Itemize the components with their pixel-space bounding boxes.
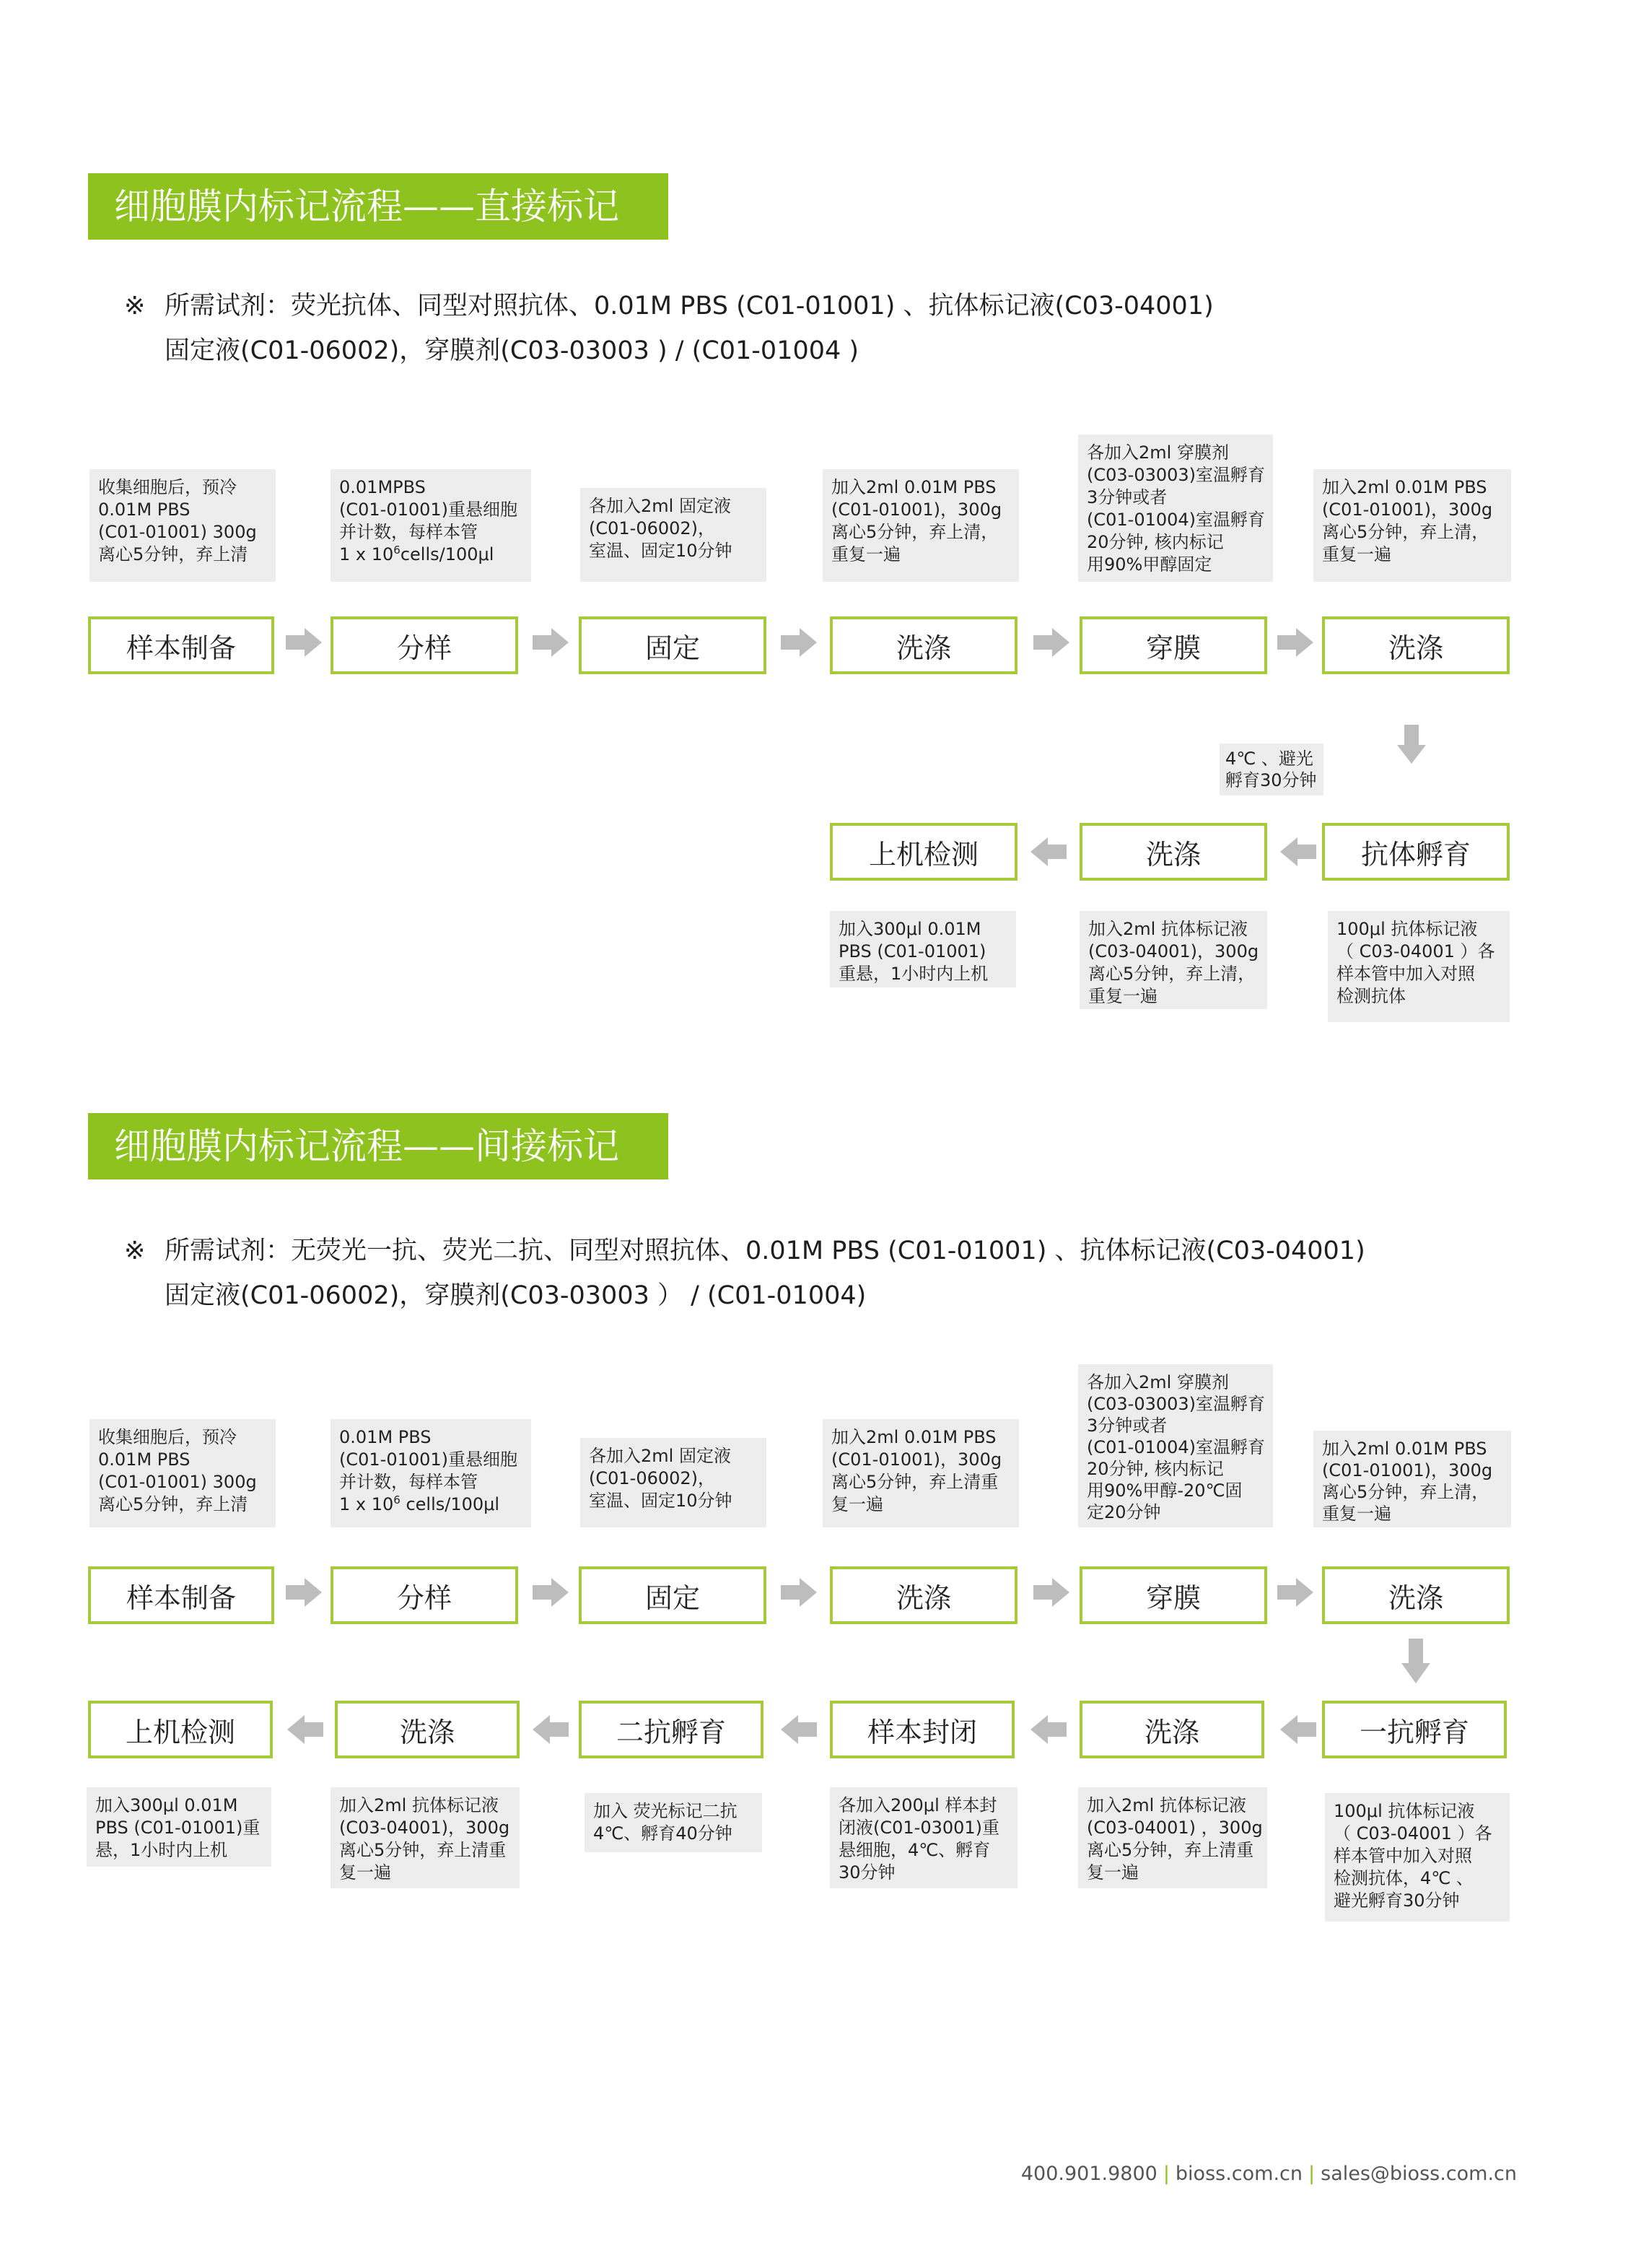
indirect-note-wash-3: 加入2ml 抗体标记液 (C03-04001) ，300g 离心5分钟，弃上清重 复一遍 xyxy=(1078,1787,1267,1888)
arrow-down-icon xyxy=(1400,1639,1432,1683)
footer-email[interactable]: sales@bioss.com.cn xyxy=(1321,2163,1517,2185)
indirect-reagents xyxy=(124,1229,1365,1318)
direct-step-aliquot: 分样 xyxy=(331,616,518,674)
indirect-note-wash-4: 加入2ml 抗体标记液 (C03-04001)，300g 离心5分钟，弃上清重 复一遍 xyxy=(331,1787,520,1888)
direct-reagents xyxy=(124,284,1214,373)
indirect-reagents-line2: 固定液(C01-06002)，穿膜剂(C03-03003 ） / (C01-01004) xyxy=(165,1281,867,1310)
direct-note-wash-3: 加入2ml 抗体标记液 (C03-04001)，300g 离心5分钟，弃上清， 重复一遍 xyxy=(1080,911,1267,1009)
arrow-left-icon xyxy=(1280,1715,1316,1744)
indirect-step-secondary-incubation: 二抗孵育 xyxy=(579,1701,763,1758)
arrow-right-icon xyxy=(533,1576,569,1608)
direct-reagents-line2: 固定液(C01-06002)，穿膜剂(C03-03003 ) / (C01-01004 ) xyxy=(165,336,859,365)
indirect-note-2: 0.01M PBS (C01-01001)重悬细胞 并计数，每样本管 1 x $10^6$ cells/100μl xyxy=(331,1419,531,1527)
indirect-step-aliquot: 分样 xyxy=(331,1566,518,1624)
direct-reagents-line1: 所需试剂：荧光抗体、同型对照抗体、0.01M PBS (C01-01001) 、抗体标记液(C03-04001) xyxy=(165,292,1214,320)
direct-step-acquire: 上机检测 xyxy=(830,823,1017,881)
arrow-left-icon xyxy=(287,1715,323,1744)
direct-note-5: 各加入2ml 穿膜剂 (C03-03003)室温孵育 3分钟或者 (C01-01004)室温孵育 20分钟, 核内标记 用90%甲醇固定 xyxy=(1078,435,1273,582)
indirect-step-primary-incubation: 一抗孵育 xyxy=(1322,1701,1507,1758)
arrow-right-icon xyxy=(1033,1576,1069,1608)
reagent-mark: ※ xyxy=(124,292,146,320)
direct-step-wash-3: 洗涤 xyxy=(1080,823,1267,881)
direct-note-6: 加入2ml 0.01M PBS (C01-01001)，300g 离心5分钟，弃上清， 重复一遍 xyxy=(1313,469,1511,582)
indirect-step-acquire: 上机检测 xyxy=(88,1701,273,1758)
arrow-right-icon xyxy=(533,627,569,658)
direct-note-antibody: 100μl 抗体标记液 （ C03-04001 ）各 样本管中加入对照 检测抗体 xyxy=(1328,911,1510,1022)
indirect-note-5: 各加入2ml 穿膜剂 (C03-03003)室温孵育 3分钟或者 (C01-01004)室温孵育 20分钟, 核内标记 用90%甲醇-20℃固 定20分钟 xyxy=(1078,1364,1273,1527)
indirect-step-wash-2: 洗涤 xyxy=(1322,1566,1510,1624)
reagent-mark: ※ xyxy=(124,1237,146,1265)
arrow-right-icon xyxy=(781,1576,817,1608)
indirect-note-block: 各加入200μl 样本封 闭液(C01-03001)重 悬细胞，4℃、孵育 30分钟 xyxy=(830,1787,1017,1888)
indirect-step-permeabilize: 穿膜 xyxy=(1080,1566,1267,1624)
arrow-right-icon xyxy=(1277,1576,1313,1608)
direct-step-antibody-incubation: 抗体孵育 xyxy=(1322,823,1510,881)
indirect-note-3: 各加入2ml 固定液 (C01-06002)， 室温、固定10分钟 xyxy=(580,1438,766,1527)
arrow-right-icon xyxy=(286,1576,322,1608)
arrow-down-icon xyxy=(1396,725,1427,764)
direct-note-acquire: 加入300μl 0.01M PBS (C01-01001) 重悬，1小时内上机 xyxy=(830,911,1016,987)
arrow-left-icon xyxy=(1030,837,1067,866)
arrow-left-icon xyxy=(781,1715,817,1744)
direct-step-fix: 固定 xyxy=(579,616,766,674)
direct-note-3: 各加入2ml 固定液 (C01-06002)， 室温、固定10分钟 xyxy=(580,488,766,582)
indirect-note-acquire: 加入300μl 0.01M PBS (C01-01001)重 悬，1小时内上机 xyxy=(87,1787,271,1867)
indirect-step-sample-prep: 样本制备 xyxy=(88,1566,274,1624)
indirect-title: 细胞膜内标记流程——间接标记 xyxy=(88,1113,668,1179)
indirect-note-4: 加入2ml 0.01M PBS (C01-01001)，300g 离心5分钟，弃上清重 复一遍 xyxy=(823,1419,1019,1527)
direct-step-sample-prep: 样本制备 xyxy=(88,616,274,674)
direct-note-incubation: 4℃ 、避光 孵育30分钟 xyxy=(1220,743,1323,795)
footer-phone: 400.901.9800 xyxy=(1020,2163,1157,2185)
indirect-note-1: 收集细胞后，预冷 0.01M PBS (C01-01001) 300g 离心5分钟，弃上清 xyxy=(89,1419,276,1527)
indirect-step-wash-1: 洗涤 xyxy=(830,1566,1017,1624)
arrow-right-icon xyxy=(286,627,322,658)
arrow-right-icon xyxy=(1277,627,1313,658)
footer-contact: 400.901.9800 | bioss.com.cn | sales@bioss.com.cn xyxy=(1020,2163,1517,2185)
indirect-step-wash-4: 洗涤 xyxy=(335,1701,520,1758)
indirect-reagents-line1: 所需试剂：无荧光一抗、荧光二抗、同型对照抗体、0.01M PBS (C01-01001) 、抗体标记液(C03-04001) xyxy=(165,1237,1365,1265)
arrow-right-icon xyxy=(781,627,817,658)
indirect-note-primary: 100μl 抗体标记液 （ C03-04001 ）各 样本管中加入对照 检测抗体，4℃ 、 避光孵育30分钟 xyxy=(1325,1793,1510,1922)
arrow-left-icon xyxy=(533,1715,569,1744)
direct-step-wash-1: 洗涤 xyxy=(830,616,1017,674)
direct-note-2: 0.01MPBS (C01-01001)重悬细胞 并计数，每样本管 1 x $10^6cells/100\mu l$ xyxy=(331,469,531,582)
direct-note-1: 收集细胞后，预冷 0.01M PBS (C01-01001) 300g 离心5分钟，弃上清 xyxy=(89,469,276,582)
indirect-note-6: 加入2ml 0.01M PBS (C01-01001)，300g 离心5分钟，弃上清， 重复一遍 xyxy=(1313,1431,1511,1527)
direct-title: 细胞膜内标记流程——直接标记 xyxy=(88,173,668,240)
indirect-step-wash-3: 洗涤 xyxy=(1080,1701,1264,1758)
footer-website[interactable]: bioss.com.cn xyxy=(1175,2163,1303,2185)
indirect-note-secondary: 加入 荧光标记二抗 4℃、孵育40分钟 xyxy=(585,1793,762,1852)
arrow-left-icon xyxy=(1280,837,1316,866)
direct-note-4: 加入2ml 0.01M PBS (C01-01001)，300g 离心5分钟，弃上清， 重复一遍 xyxy=(823,469,1019,582)
arrow-right-icon xyxy=(1033,627,1069,658)
direct-step-permeabilize: 穿膜 xyxy=(1080,616,1267,674)
indirect-step-fix: 固定 xyxy=(579,1566,766,1624)
arrow-left-icon xyxy=(1030,1715,1067,1744)
indirect-step-block: 样本封闭 xyxy=(830,1701,1015,1758)
direct-step-wash-2: 洗涤 xyxy=(1322,616,1510,674)
